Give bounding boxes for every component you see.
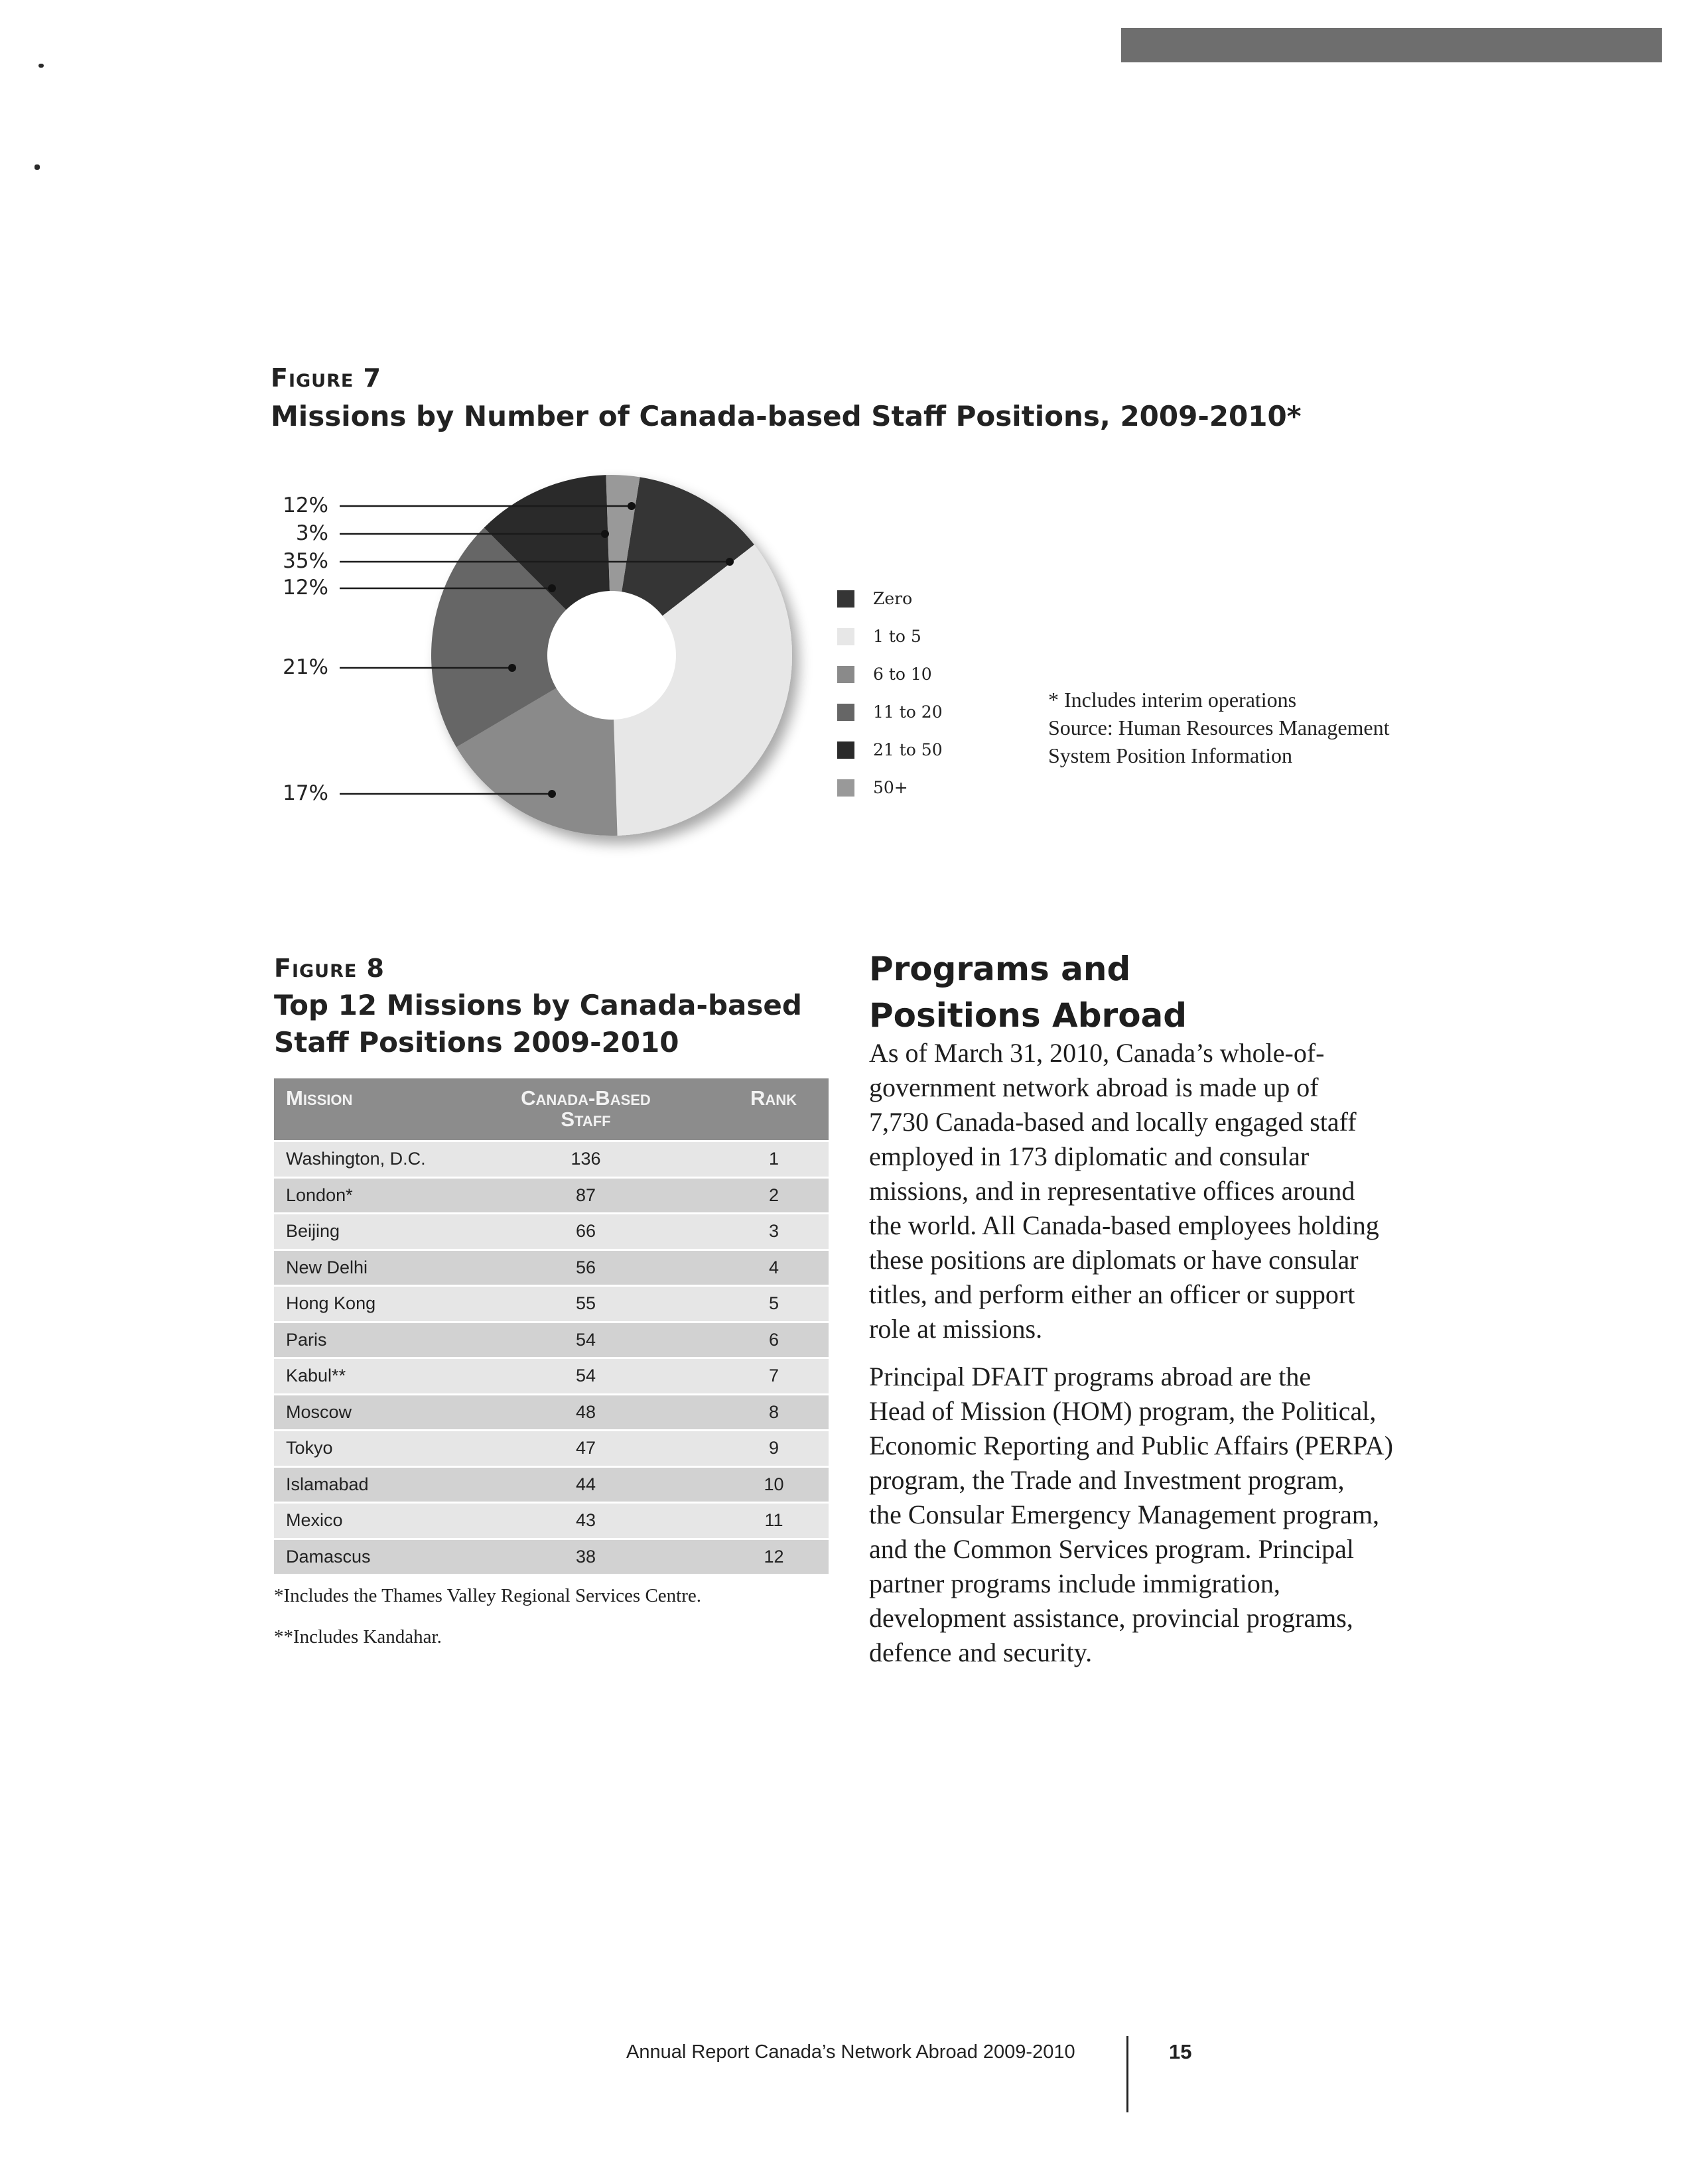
table-row — [274, 1503, 829, 1539]
cell-mission: Tokyo — [274, 1431, 486, 1467]
legend-label: 1 to 5 — [873, 627, 921, 646]
paragraph-line: these positions are diplomats or have consular — [869, 1245, 1359, 1275]
legend-item — [837, 580, 943, 617]
cell-staff: 56 — [486, 1250, 686, 1286]
paragraph-line: program, the Trade and Investment program, — [869, 1465, 1345, 1495]
legend-label: 11 to 20 — [873, 702, 943, 722]
donut-chart — [265, 464, 862, 889]
donut-hole — [547, 591, 676, 720]
legend-swatch — [837, 741, 854, 759]
figure8-title-line: Top 12 Missions by Canada-based — [274, 989, 802, 1021]
note-line: * Includes interim operations — [1048, 688, 1297, 712]
table-row — [274, 1141, 829, 1178]
paragraph-line: and the Common Services program. Principal — [869, 1534, 1354, 1564]
cell-mission: Damascus — [274, 1539, 486, 1574]
table-row — [274, 1250, 829, 1286]
legend-swatch — [837, 704, 854, 721]
table-header-row — [274, 1078, 829, 1141]
cell-staff: 55 — [486, 1286, 686, 1322]
cell-rank: 7 — [686, 1358, 829, 1395]
cell-rank: 4 — [686, 1250, 829, 1286]
figure8-title-line: Staff Positions 2009-2010 — [274, 1026, 679, 1059]
table-footnote: *Includes the Thames Valley Regional Services Centre. — [274, 1585, 702, 1606]
figure7-note — [1048, 686, 1390, 769]
paragraph-line: defence and security. — [869, 1638, 1093, 1667]
leader-dot — [548, 584, 556, 592]
chart-legend — [837, 580, 943, 806]
paragraph-1 — [869, 1036, 1433, 1346]
cell-staff: 44 — [486, 1466, 686, 1503]
table-row — [274, 1322, 829, 1358]
cell-rank: 1 — [686, 1141, 829, 1178]
cell-rank: 2 — [686, 1177, 829, 1214]
cell-rank: 6 — [686, 1322, 829, 1358]
legend-label: 21 to 50 — [873, 740, 943, 759]
legend-label: 50+ — [873, 778, 908, 797]
paragraph-line: Principal DFAIT programs abroad are the — [869, 1362, 1312, 1391]
paragraph-line: As of March 31, 2010, Canada’s whole-of- — [869, 1038, 1325, 1068]
paragraph-line: Head of Mission (HOM) program, the Political, — [869, 1396, 1377, 1426]
leader-dot — [508, 664, 516, 672]
figure7-title: Missions by Number of Canada-based Staff Positions, 2009-2010* — [271, 400, 1302, 432]
col-header-staff — [486, 1078, 686, 1141]
legend-item — [837, 655, 943, 693]
cell-rank: 8 — [686, 1394, 829, 1431]
cell-staff: 38 — [486, 1539, 686, 1574]
footer-report-title: Annual Report Canada’s Network Abroad 2009-2010 — [626, 2041, 1075, 2063]
cell-staff: 54 — [486, 1358, 686, 1395]
cell-staff: 87 — [486, 1177, 686, 1214]
pct-label: 12% — [283, 493, 328, 517]
legend-swatch — [837, 779, 854, 797]
legend-swatch — [837, 590, 854, 608]
table-row — [274, 1431, 829, 1467]
cell-staff: 66 — [486, 1214, 686, 1250]
legend-item — [837, 731, 943, 769]
figure8-label: Figure 8 — [274, 954, 385, 983]
paragraph-line: missions, and in representative offices around — [869, 1176, 1355, 1206]
cell-staff: 48 — [486, 1394, 686, 1431]
col-header-rank: Rank — [686, 1078, 829, 1141]
col-header-staff-line: Staff — [561, 1108, 611, 1131]
legend-item — [837, 617, 943, 655]
pct-label: 3% — [295, 521, 328, 545]
cell-mission: Mexico — [274, 1503, 486, 1539]
paragraph-line: government network abroad is made up of — [869, 1072, 1319, 1102]
cell-staff: 54 — [486, 1322, 686, 1358]
table-row — [274, 1358, 829, 1395]
cell-rank: 12 — [686, 1539, 829, 1574]
pct-label: 21% — [283, 655, 328, 679]
figure7-label: Figure 7 — [271, 363, 381, 393]
missions-table — [274, 1078, 829, 1574]
footer-divider — [1126, 2036, 1128, 2112]
table-row — [274, 1214, 829, 1250]
table-row — [274, 1466, 829, 1503]
cell-mission: Islamabad — [274, 1466, 486, 1503]
table-row — [274, 1177, 829, 1214]
cell-mission: Moscow — [274, 1394, 486, 1431]
paragraph-line: partner programs include immigration, — [869, 1569, 1280, 1598]
section-title-line: Positions Abroad — [869, 996, 1187, 1035]
legend-item — [837, 769, 943, 806]
col-header-staff-line: Canada-Based — [521, 1086, 651, 1110]
paragraph-2 — [869, 1360, 1433, 1670]
cell-rank: 10 — [686, 1466, 829, 1503]
header-bar — [1121, 28, 1662, 62]
paragraph-line: the world. All Canada-based employees holding — [869, 1210, 1379, 1240]
section-title-line: Programs and — [869, 950, 1131, 988]
cell-rank: 3 — [686, 1214, 829, 1250]
table-row — [274, 1539, 829, 1574]
paragraph-line: role at missions. — [869, 1314, 1043, 1344]
legend-label: 6 to 10 — [873, 665, 932, 684]
legend-swatch — [837, 666, 854, 683]
leader-dot — [601, 530, 609, 538]
cell-staff: 47 — [486, 1431, 686, 1467]
table-footnote: **Includes Kandahar. — [274, 1626, 442, 1647]
pct-label: 17% — [283, 781, 328, 805]
cell-mission: London* — [274, 1177, 486, 1214]
cell-staff: 43 — [486, 1503, 686, 1539]
pct-label: 12% — [283, 576, 328, 600]
leader-dot — [548, 790, 556, 798]
leader-dot — [628, 502, 636, 510]
figure8-title — [274, 987, 802, 1061]
cell-mission: Paris — [274, 1322, 486, 1358]
paragraph-line: the Consular Emergency Management program, — [869, 1500, 1380, 1529]
paragraph-line: 7,730 Canada-based and locally engaged staff — [869, 1107, 1357, 1137]
note-line: System Position Information — [1048, 743, 1292, 767]
cell-mission: New Delhi — [274, 1250, 486, 1286]
note-line: Source: Human Resources Management — [1048, 716, 1390, 739]
table-row — [274, 1286, 829, 1322]
paragraph-line: development assistance, provincial programs, — [869, 1603, 1353, 1633]
cell-mission: Beijing — [274, 1214, 486, 1250]
cell-mission: Washington, D.C. — [274, 1141, 486, 1178]
paragraph-line: employed in 173 diplomatic and consular — [869, 1141, 1310, 1171]
cell-rank: 9 — [686, 1431, 829, 1467]
scan-speck — [34, 164, 40, 170]
paragraph-line: Economic Reporting and Public Affairs (PERPA) — [869, 1431, 1393, 1460]
cell-mission: Hong Kong — [274, 1286, 486, 1322]
leader-dot — [726, 558, 734, 566]
legend-swatch — [837, 628, 854, 645]
page-number: 15 — [1169, 2040, 1192, 2063]
table-row — [274, 1394, 829, 1431]
cell-staff: 136 — [486, 1141, 686, 1178]
pct-label: 35% — [283, 549, 328, 573]
col-header-mission: Mission — [274, 1078, 486, 1141]
cell-rank: 5 — [686, 1286, 829, 1322]
paragraph-line: titles, and perform either an officer or support — [869, 1279, 1355, 1309]
legend-label: Zero — [873, 589, 913, 608]
cell-mission: Kabul** — [274, 1358, 486, 1395]
section-title — [869, 946, 1187, 1039]
scan-speck — [38, 64, 44, 68]
legend-item — [837, 693, 943, 731]
cell-rank: 11 — [686, 1503, 829, 1539]
